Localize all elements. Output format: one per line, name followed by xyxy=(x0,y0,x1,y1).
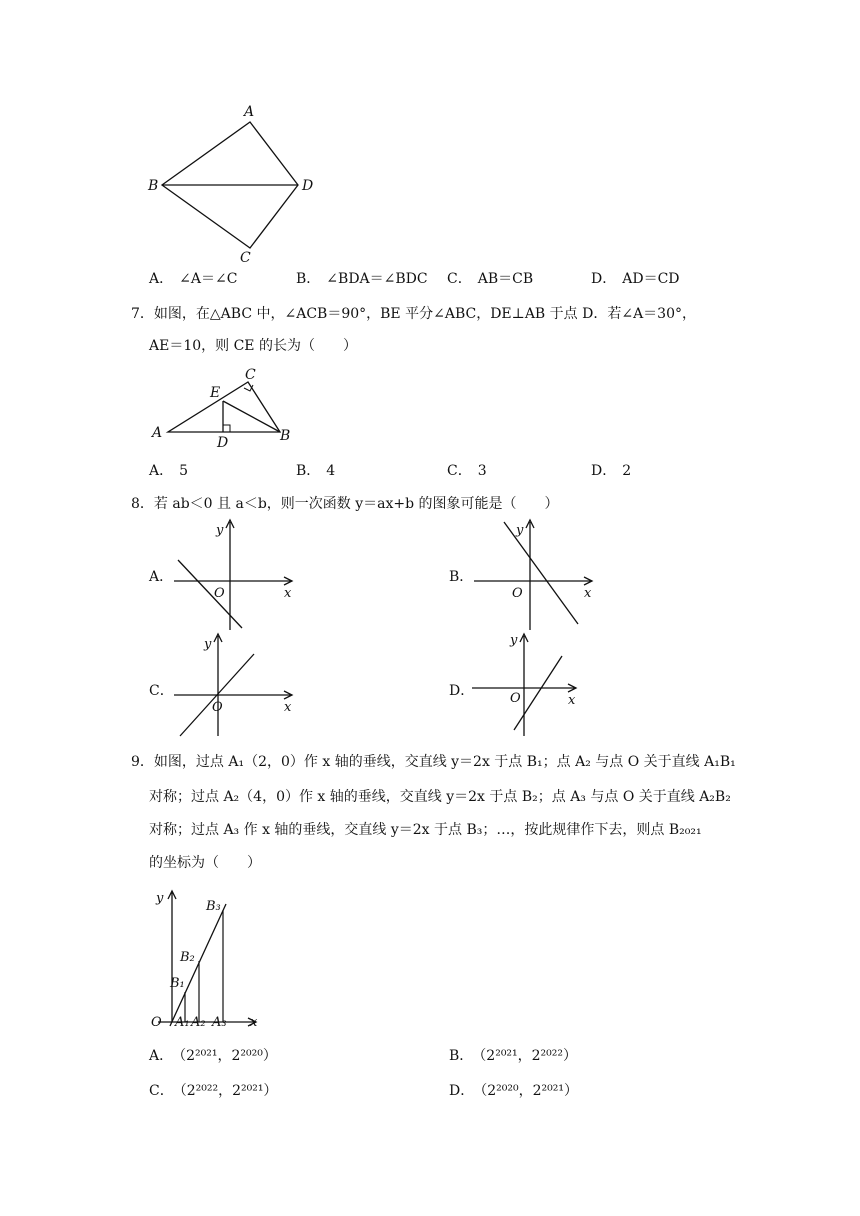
option-text: （2²⁰²¹，2²⁰²⁰） xyxy=(179,1048,277,1064)
q9-stem-line-2: 对称；过点 A₂（4，0）作 x 轴的垂线，交直线 y＝2x 于点 B₂；点 A₃ 与点 O 关于直线 A₂B₂ xyxy=(149,789,731,805)
x-axis-label: x xyxy=(584,586,592,601)
option-label: B． xyxy=(449,569,474,585)
right-angle-mark-d xyxy=(223,425,230,432)
point-label-b: B xyxy=(148,178,159,194)
origin-label: O xyxy=(214,586,225,601)
option-label: D． xyxy=(591,463,617,479)
point-label-b: B xyxy=(280,428,291,444)
option-text: 5 xyxy=(179,463,189,479)
q9-option-b[interactable] xyxy=(449,1046,577,1066)
x-axis-label: x xyxy=(284,586,292,601)
option-label: D． xyxy=(591,271,617,287)
q9-stem-line-4: 的坐标为（ ） xyxy=(149,855,261,871)
option-label: A． xyxy=(149,271,174,287)
option-text: （2²⁰²⁰，2²⁰²¹） xyxy=(480,1083,578,1099)
q6-option-a[interactable] xyxy=(149,269,237,289)
q7-stem-line-2: AE＝10，则 CE 的长为（ ） xyxy=(149,338,357,354)
y-axis-label: y xyxy=(216,523,224,538)
q9-option-a[interactable] xyxy=(149,1046,277,1066)
point-label-d: D xyxy=(302,178,314,194)
origin-label: O xyxy=(510,691,521,706)
option-label: D． xyxy=(449,683,475,699)
point-label-c: C xyxy=(240,250,251,266)
y-axis-label: y xyxy=(516,523,524,538)
q8-graph-d xyxy=(468,632,598,740)
label-b1: B₁ xyxy=(170,976,185,991)
q6-kite-figure xyxy=(140,98,330,268)
point-label-d: D xyxy=(217,435,229,450)
option-text: ∠BDA＝∠BDC xyxy=(326,271,428,287)
y-axis-label: y xyxy=(204,637,212,652)
option-label: D． xyxy=(449,1083,475,1099)
origin-label: O xyxy=(151,1015,162,1030)
line-y-2x xyxy=(170,904,226,1026)
x-axis-label: x xyxy=(568,693,576,708)
point-label-c: C xyxy=(245,367,256,383)
label-b3: B₃ xyxy=(206,899,221,914)
q7-option-a[interactable] xyxy=(149,461,188,481)
x-axis-label: x xyxy=(284,700,292,715)
q9-stem-line-3: 对称；过点 A₃ 作 x 轴的垂线，交直线 y＝2x 于点 B₃；…，按此规律作下去，则点 B₂₀₂₁ xyxy=(149,822,702,838)
option-text: 3 xyxy=(477,463,487,479)
option-text: 4 xyxy=(326,463,336,479)
option-label: C． xyxy=(447,463,472,479)
segment-be xyxy=(223,401,280,432)
y-axis-label: y xyxy=(510,633,518,648)
option-label: B． xyxy=(449,1048,474,1064)
option-label: A． xyxy=(149,569,174,585)
point-label-e: E xyxy=(210,385,221,401)
right-angle-mark-c xyxy=(244,385,253,391)
label-a3: A₃ xyxy=(212,1015,227,1030)
q7-option-d[interactable] xyxy=(591,461,631,481)
q7-stem-line-1: 7．如图，在△ABC 中，∠ACB＝90°，BE 平分∠ABC，DE⊥AB 于点 D．若∠A＝30°， xyxy=(131,306,696,322)
q7-triangle-figure xyxy=(148,364,308,450)
q6-option-b[interactable] xyxy=(296,269,428,289)
q8-graph-a xyxy=(168,518,298,633)
option-text: AB＝CB xyxy=(477,271,534,287)
q6-option-d[interactable] xyxy=(591,269,680,289)
q9-sequence-figure xyxy=(148,882,268,1032)
q9-stem-line-1: 9．如图，过点 A₁（2，0）作 x 轴的垂线，交直线 y＝2x 于点 B₁；点 A₂ 与点 O 关于直线 A₁B₁ xyxy=(131,754,736,770)
q8-stem-line-1: 8．若 ab＜0 且 a＜b，则一次函数 y＝ax+b 的图象可能是（ ） xyxy=(131,496,559,512)
option-text: AD＝CD xyxy=(622,271,680,287)
label-a2: A₂ xyxy=(191,1015,206,1030)
point-label-a: A xyxy=(244,104,255,120)
q8-graph-b xyxy=(468,518,598,633)
option-label: B． xyxy=(296,463,321,479)
option-text: 2 xyxy=(622,463,632,479)
x-axis-label: x xyxy=(250,1015,258,1030)
option-label: A． xyxy=(149,1048,174,1064)
q9-option-d[interactable] xyxy=(449,1081,578,1101)
graph-line xyxy=(178,560,242,628)
option-label: C． xyxy=(447,271,472,287)
y-axis-label: y xyxy=(156,891,164,906)
option-text: ∠A＝∠C xyxy=(179,271,238,287)
q7-option-b[interactable] xyxy=(296,461,335,481)
label-b2: B₂ xyxy=(180,950,195,965)
q8-graph-c xyxy=(168,632,298,740)
q7-option-c[interactable] xyxy=(447,461,487,481)
origin-label: O xyxy=(512,586,523,601)
option-label: B． xyxy=(296,271,321,287)
option-label: C． xyxy=(149,683,174,699)
option-label: A． xyxy=(149,463,174,479)
q6-option-c[interactable] xyxy=(447,269,533,289)
option-text: （2²⁰²²，2²⁰²¹） xyxy=(179,1083,278,1099)
q9-option-c[interactable] xyxy=(149,1081,277,1101)
option-label: C． xyxy=(149,1083,174,1099)
option-text: （2²⁰²¹，2²⁰²²） xyxy=(479,1048,578,1064)
origin-label: O xyxy=(212,700,223,715)
label-a1: A₁ xyxy=(175,1015,190,1030)
point-label-a: A xyxy=(152,425,163,441)
graph-line xyxy=(514,656,562,730)
